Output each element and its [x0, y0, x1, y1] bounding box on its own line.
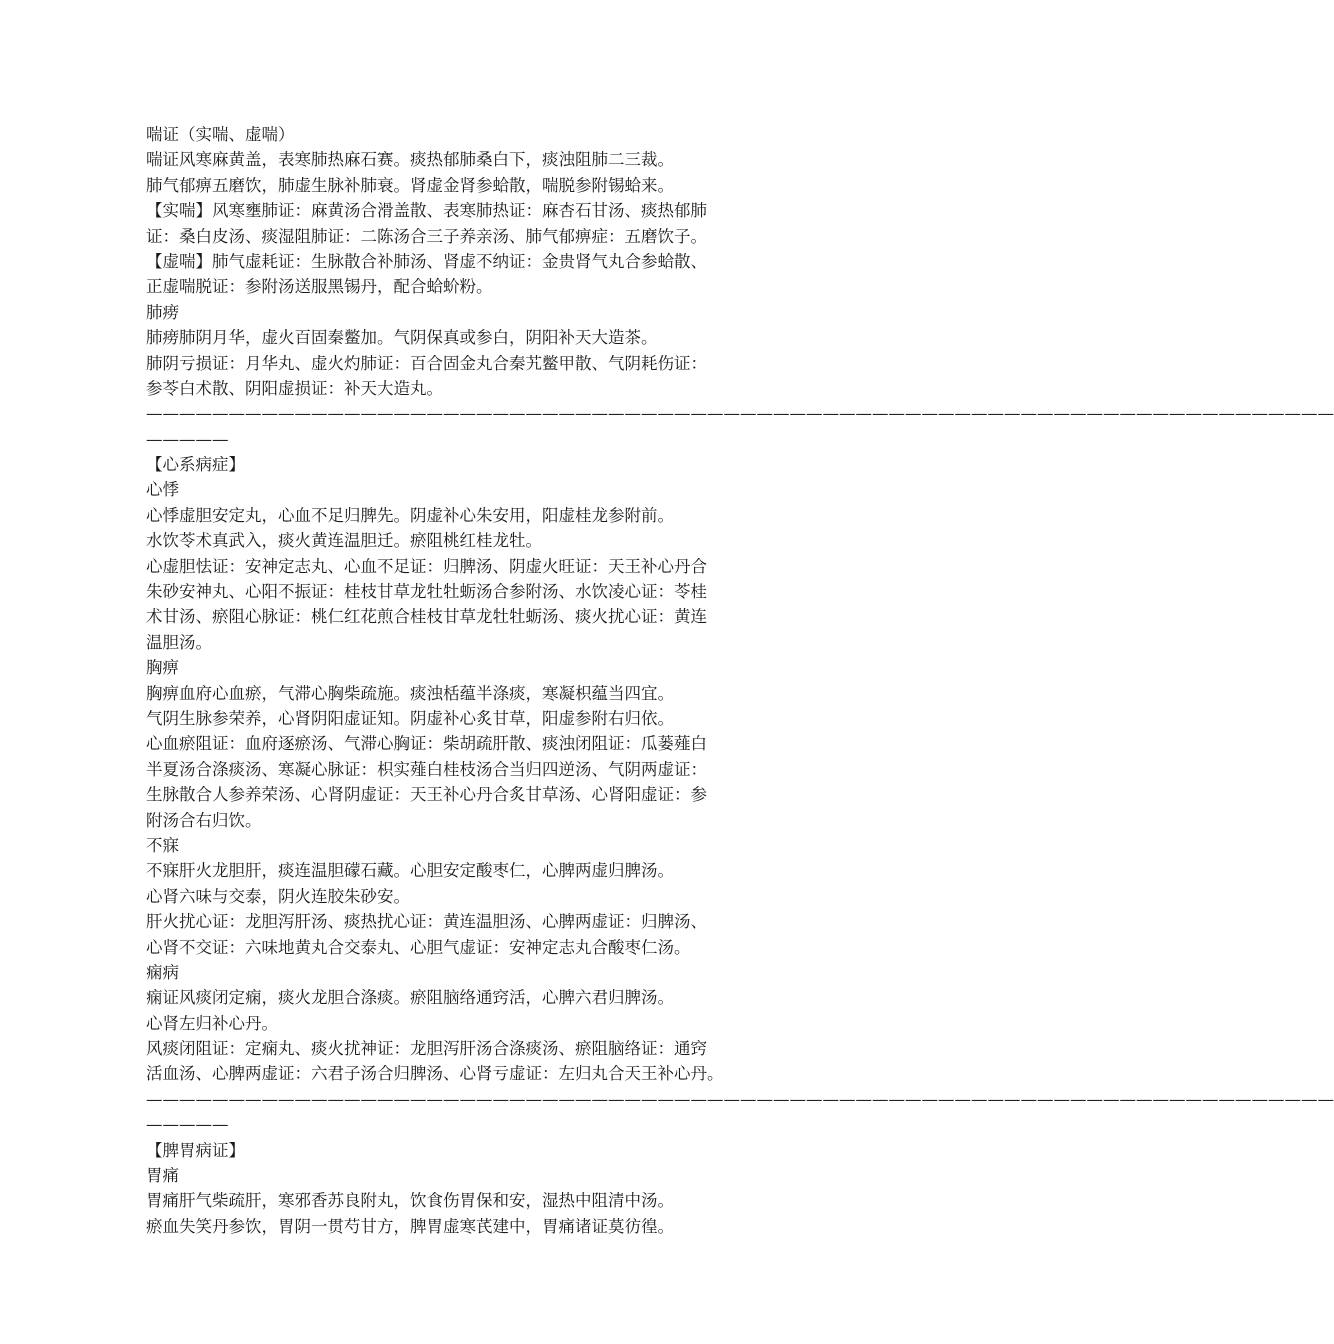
text-line: 肺痨肺阴月华，虚火百固秦鳖加。气阴保真或参白，阴阳补天大造茶。	[146, 328, 658, 348]
section-heart	[146, 452, 1334, 1138]
text-line: 心肾六味与交泰，阴火连胶朱砂安。	[146, 886, 410, 906]
text-line: 温胆汤。	[146, 632, 212, 652]
heading-tuberculosis: 肺痨	[146, 302, 179, 322]
heading-asthma: 喘证（实喘、虚喘）	[146, 125, 295, 144]
text-line: 不寐肝火龙胆肝，痰连温胆礞石藏。心胆安定酸枣仁，心脾两虚归脾汤。	[146, 861, 674, 881]
text-line: 生脉散合人参养荣汤、心肾阴虚证：天王补心丹合炙甘草汤、心肾阳虚证：参	[146, 785, 707, 805]
text-line: 参苓白术散、阴阳虚损证：补天大造丸。	[146, 378, 443, 398]
document-body	[146, 122, 1334, 1239]
text-line: 心肾左归补心丹。	[146, 1013, 278, 1033]
text-line: 心肾不交证：六味地黄丸合交泰丸、心胆气虚证：安神定志丸合酸枣仁汤。	[146, 937, 691, 957]
section-title-heart: 【心系病症】	[146, 455, 245, 475]
text-line: 心虚胆怯证：安神定志丸、心血不足证：归脾汤、阴虚火旺证：天王补心丹合	[146, 556, 707, 576]
heading-chest-bi: 胸痹	[146, 658, 179, 678]
text-line: 胃痛肝气柴疏肝，寒邪香苏良附丸，饮食伤胃保和安，湿热中阻清中汤。	[146, 1191, 674, 1211]
section-spleen-stomach	[146, 1138, 826, 1240]
text-line: 正虚喘脱证：参附汤送服黑锡丹，配合蛤蚧粉。	[146, 277, 493, 297]
text-line: 肺气郁痹五磨饮，肺虚生脉补肺衰。肾虚金肾参蛤散，喘脱参附锡蛤来。	[146, 175, 674, 195]
text-line: 证：桑白皮汤、痰湿阻肺证：二陈汤合三子养亲汤、肺气郁痹症：五磨饮子。	[146, 226, 707, 246]
section-title-spleen-stomach: 【脾胃病证】	[146, 1140, 245, 1160]
section-respiratory	[146, 122, 1334, 452]
heading-epilepsy: 痫病	[146, 962, 179, 982]
text-line: 附汤合右归饮。	[146, 810, 262, 830]
text-line: 胸痹血府心血瘀，气滞心胸柴疏施。痰浊栝蕴半涤痰，寒凝枳蕴当四宜。	[146, 683, 674, 703]
text-line: 心血瘀阻证：血府逐瘀汤、气滞心胸证：柴胡疏肝散、痰浊闭阻证：瓜蒌薤白	[146, 734, 707, 754]
text-line: 半夏汤合涤痰汤、寒凝心脉证：枳实薤白桂枝汤合当归四逆汤、气阴两虚证：	[146, 759, 707, 779]
divider-rule: ————————————————————————————————————————————————————————————————————————	[146, 1089, 1334, 1109]
divider-rule-tail: —————	[146, 1115, 229, 1135]
text-line: 【实喘】风寒壅肺证：麻黄汤合滑盖散、表寒肺热证：麻杏石甘汤、痰热郁肺	[146, 201, 707, 221]
text-line: 肝火扰心证：龙胆泻肝汤、痰热扰心证：黄连温胆汤、心脾两虚证：归脾汤、	[146, 912, 707, 932]
divider-rule: ————————————————————————————————————————————————————————————————————————	[146, 404, 1334, 424]
text-line: 风痰闭阻证：定痫丸、痰火扰神证：龙胆泻肝汤合涤痰汤、瘀阻脑络证：通窍	[146, 1039, 707, 1059]
text-line: 水饮苓术真武入，痰火黄连温胆迁。瘀阻桃红桂龙牡。	[146, 531, 542, 551]
text-line: 活血汤、心脾两虚证：六君子汤合归脾汤、心肾亏虚证：左归丸合天王补心丹。	[146, 1064, 724, 1084]
divider-rule-tail: —————	[146, 429, 229, 449]
text-line: 【虚喘】肺气虚耗证：生脉散合补肺汤、肾虚不纳证：金贵肾气丸合参蛤散、	[146, 251, 707, 271]
heading-stomach-pain: 胃痛	[146, 1166, 179, 1186]
heading-palpitation: 心悸	[146, 480, 179, 500]
text-line: 术甘汤、瘀阻心脉证：桃仁红花煎合桂枝甘草龙牡牡蛎汤、痰火扰心证：黄连	[146, 607, 707, 627]
text-line: 朱砂安神丸、心阳不振证：桂枝甘草龙牡牡蛎汤合参附汤、水饮凌心证：苓桂	[146, 582, 707, 602]
text-line: 气阴生脉参荣养，心肾阴阳虚证知。阴虚补心炙甘草，阳虚参附右归依。	[146, 708, 674, 728]
text-line: 肺阴亏损证：月华丸、虚火灼肺证：百合固金丸合秦艽鳖甲散、气阴耗伤证：	[146, 353, 707, 373]
text-line: 心悸虚胆安定丸，心血不足归脾先。阴虚补心朱安用，阳虚桂龙参附前。	[146, 505, 674, 525]
heading-insomnia: 不寐	[146, 835, 179, 855]
text-line: 痫证风痰闭定痫，痰火龙胆合涤痰。瘀阻脑络通窍活，心脾六君归脾汤。	[146, 988, 674, 1008]
text-line: 瘀血失笑丹参饮，胃阴一贯芍甘方，脾胃虚寒芪建中，胃痛诸证莫彷徨。	[146, 1216, 674, 1236]
text-line: 喘证风寒麻黄盖，表寒肺热麻石赛。痰热郁肺桑白下，痰浊阻肺二三裁。	[146, 150, 674, 170]
